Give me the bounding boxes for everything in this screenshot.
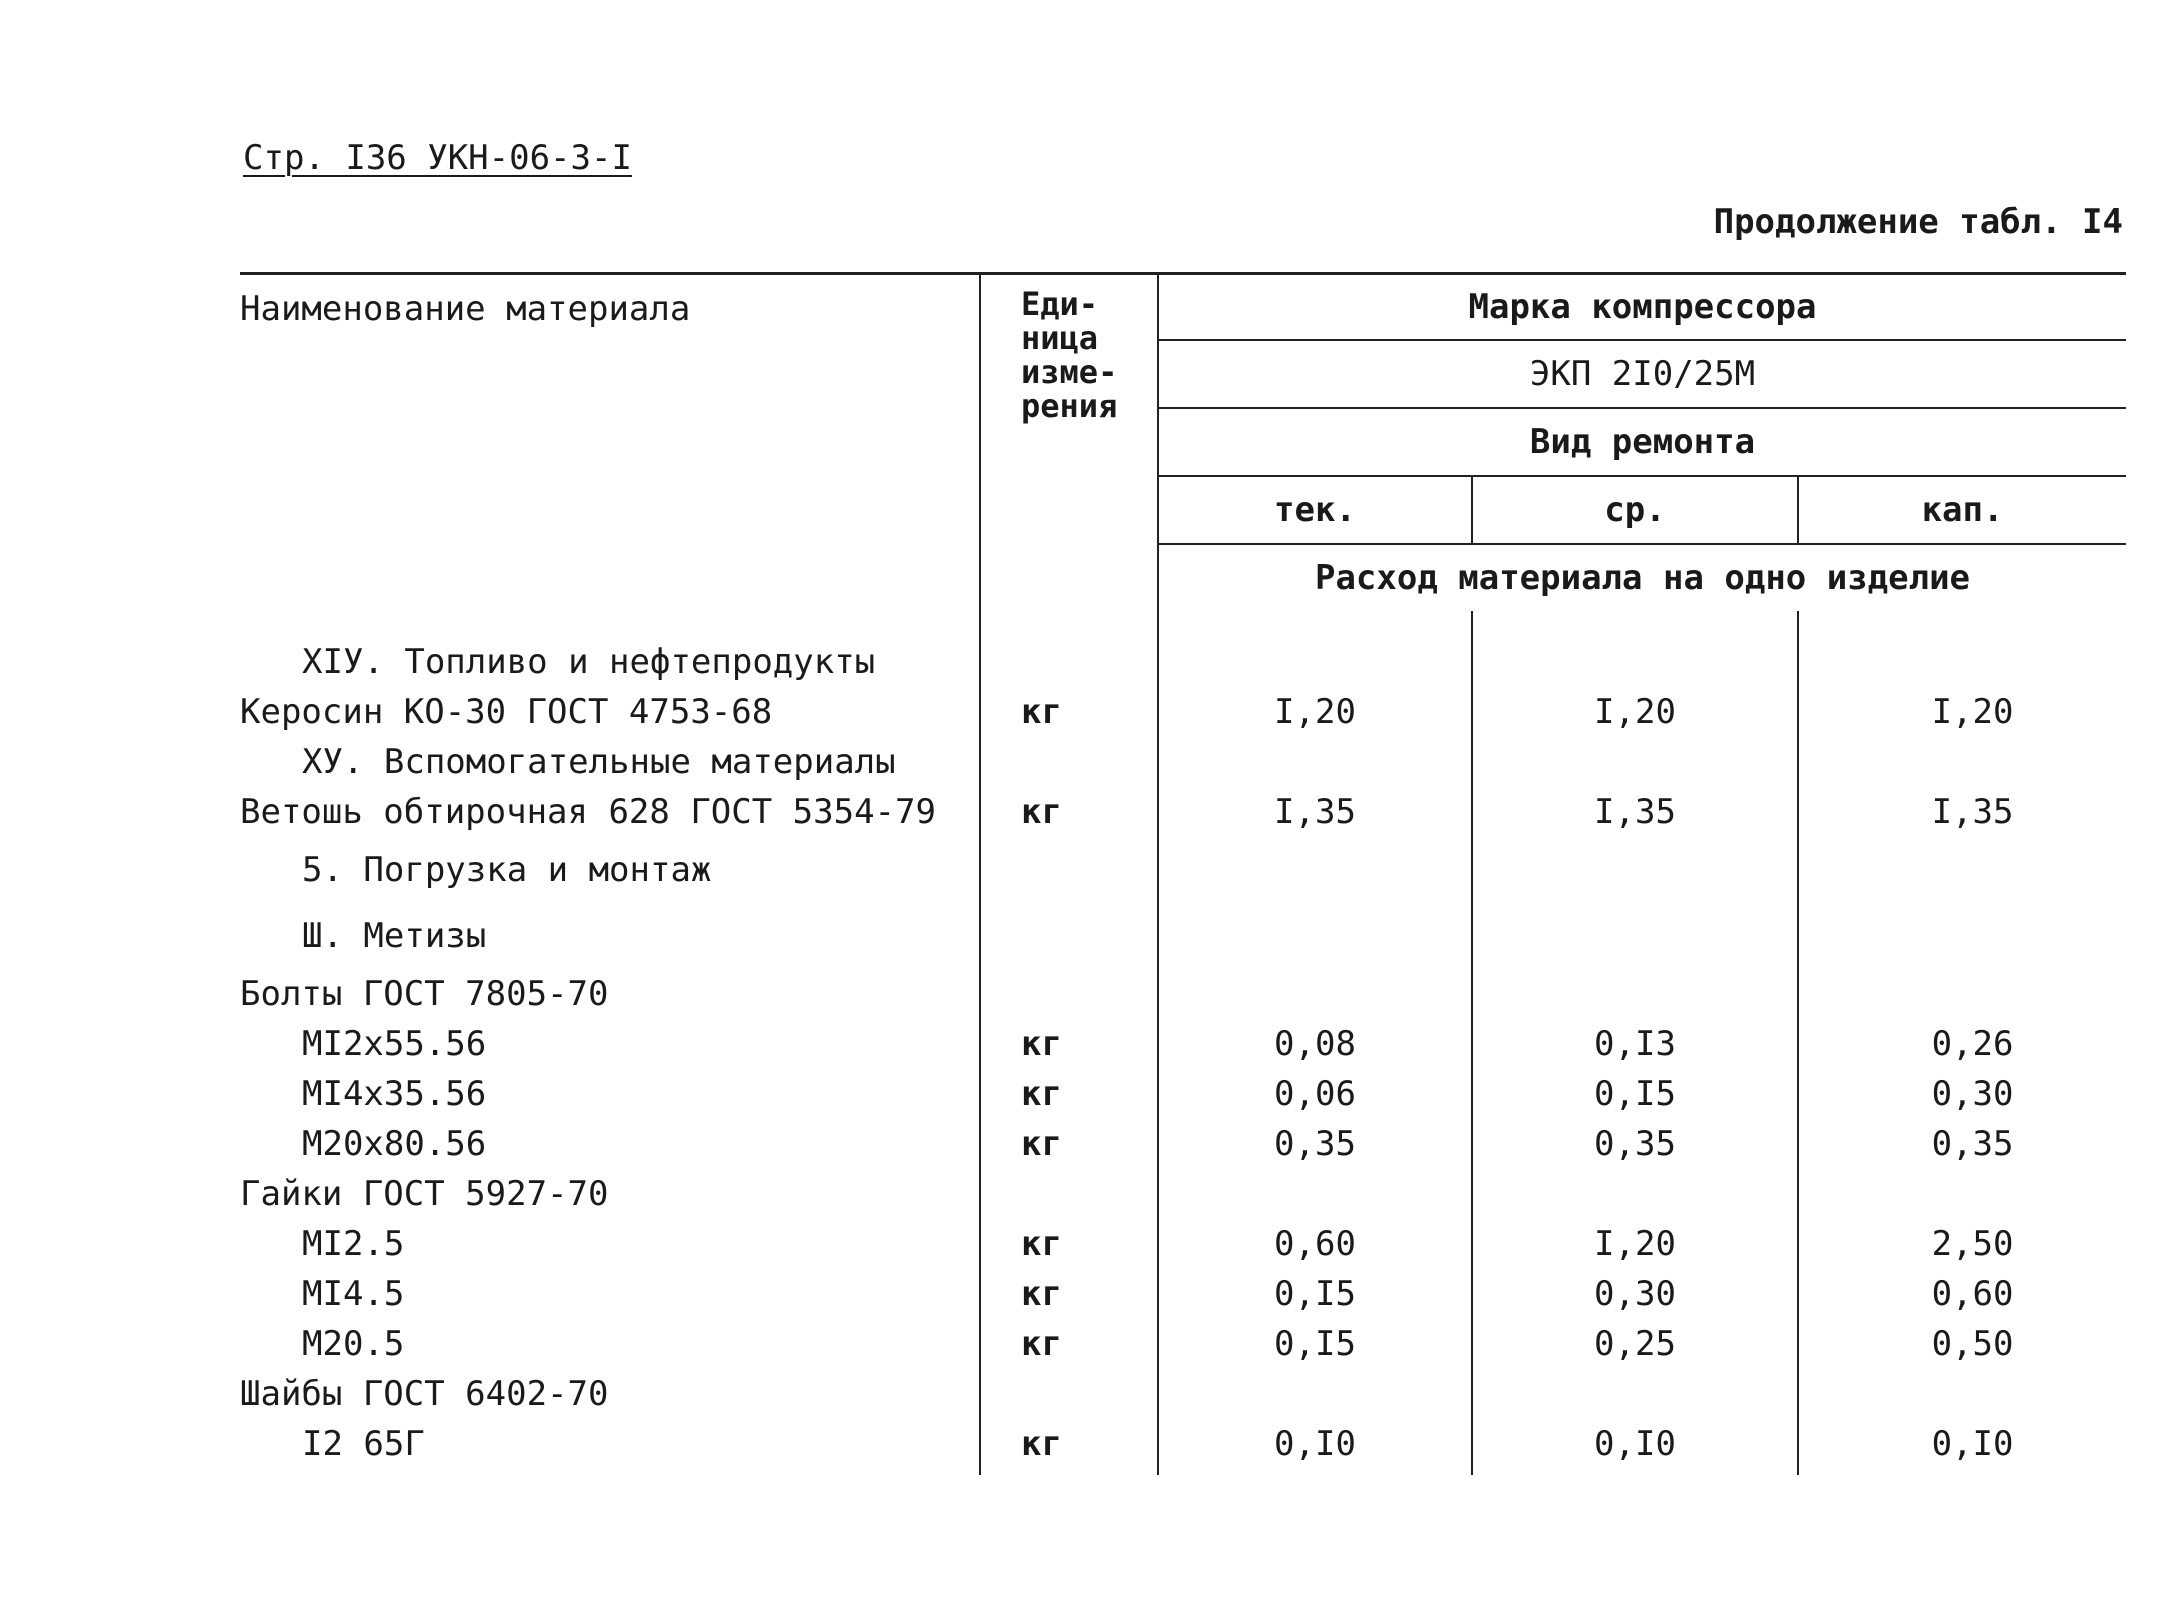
- table-row: [240, 1019, 2126, 1069]
- compressor-brand-header: Марка компрессора: [1158, 274, 2126, 341]
- unit-cell: кг: [980, 1069, 1158, 1119]
- unit-cell: кг: [980, 687, 1158, 737]
- material-name: М20.5: [302, 1324, 405, 1364]
- material-name: 5. Погрузка и монтаж: [302, 850, 712, 890]
- unit-header-text: Еди- ница изме- рения: [1021, 285, 1118, 425]
- table-row: [240, 1369, 2126, 1419]
- material-name: ХУ. Вспомогательные материалы: [302, 742, 896, 782]
- value-current: [1158, 611, 1472, 687]
- compressor-model-header: ЭКП 2I0/25М: [1158, 340, 2126, 408]
- value-current: 0,08: [1274, 1024, 1356, 1064]
- material-name: Керосин КО-30 ГОСТ 4753-68: [240, 692, 773, 732]
- material-name: МI4.5: [302, 1274, 405, 1314]
- table-row: [240, 1319, 2126, 1369]
- material-name: XIУ. Топливо и нефтепродукты: [302, 642, 876, 682]
- material-name: Ветошь обтирочная 628 ГОСТ 5354-79: [240, 792, 936, 832]
- table-continuation-caption: Продолжение табл. I4: [1713, 202, 2123, 242]
- value-capital: 0,50: [1798, 1319, 2126, 1369]
- unit-cell: кг: [980, 787, 1158, 837]
- material-name: МI2х55.56: [302, 1024, 487, 1064]
- value-current: 0,60: [1274, 1224, 1356, 1264]
- value-current: 0,I5: [1274, 1274, 1356, 1314]
- unit-cell: кг: [980, 1219, 1158, 1269]
- table-row: [240, 1269, 2126, 1319]
- consumption-header: Расход материала на одно изделие: [1314, 558, 1971, 598]
- value-medium: I,20: [1472, 1219, 1798, 1269]
- unit-cell: кг: [980, 1019, 1158, 1069]
- value-capital: 0,I0: [1798, 1419, 2126, 1475]
- value-current: [1158, 837, 1472, 903]
- value-medium: 0,35: [1472, 1119, 1798, 1169]
- value-capital: I,20: [1798, 687, 2126, 737]
- value-current: 0,I0: [1274, 1424, 1356, 1464]
- value-medium: 0,I3: [1472, 1019, 1798, 1069]
- unit-cell: [980, 611, 1158, 687]
- value-capital: [1798, 837, 2126, 903]
- repair-type-capital: кап.: [1798, 476, 2126, 544]
- unit-cell: [980, 737, 1158, 787]
- material-name: МI2.5: [302, 1224, 405, 1264]
- value-current: 0,06: [1274, 1074, 1356, 1114]
- value-medium: [1472, 737, 1798, 787]
- value-capital: I,35: [1798, 787, 2126, 837]
- table-row: [240, 737, 2126, 787]
- value-current: [1158, 737, 1472, 787]
- value-medium: 0,30: [1472, 1269, 1798, 1319]
- value-current: [1158, 1169, 1472, 1219]
- table-body: [240, 611, 2126, 1475]
- value-capital: [1798, 737, 2126, 787]
- material-name: М20х80.56: [302, 1124, 487, 1164]
- value-capital: 0,35: [1798, 1119, 2126, 1169]
- value-medium: [1472, 837, 1798, 903]
- material-name: Гайки ГОСТ 5927-70: [240, 1174, 609, 1214]
- value-current: [1158, 1369, 1472, 1419]
- unit-cell: кг: [980, 1269, 1158, 1319]
- unit-cell: [980, 903, 1158, 969]
- material-name: I2 65Г: [302, 1424, 425, 1464]
- value-medium: 0,I0: [1472, 1419, 1798, 1475]
- value-medium: I,35: [1472, 787, 1798, 837]
- table-row: [240, 1169, 2126, 1219]
- material-name: Ш. Метизы: [302, 916, 487, 956]
- table-row: [240, 611, 2126, 687]
- table-row: [240, 687, 2126, 737]
- value-current: I,20: [1274, 692, 1356, 732]
- table-row: [240, 787, 2126, 837]
- unit-header: [980, 274, 1158, 612]
- value-current: 0,35: [1274, 1124, 1356, 1164]
- value-current: [1158, 969, 1472, 1019]
- table-row: [240, 903, 2126, 969]
- repair-type-medium: ср.: [1472, 476, 1798, 544]
- value-current: [1158, 903, 1472, 969]
- value-capital: 2,50: [1798, 1219, 2126, 1269]
- table-header: [240, 274, 2126, 612]
- value-capital: [1798, 611, 2126, 687]
- unit-cell: [980, 1369, 1158, 1419]
- unit-cell: кг: [980, 1319, 1158, 1369]
- unit-cell: кг: [980, 1419, 1158, 1475]
- value-capital: 0,30: [1798, 1069, 2126, 1119]
- material-name: Болты ГОСТ 7805-70: [240, 974, 609, 1014]
- value-medium: [1472, 611, 1798, 687]
- value-capital: [1798, 969, 2126, 1019]
- value-current: 0,I5: [1274, 1324, 1356, 1364]
- unit-cell: [980, 969, 1158, 1019]
- table-row: [240, 837, 2126, 903]
- material-name-header: Наименование материала: [240, 274, 980, 612]
- value-current: I,35: [1274, 792, 1356, 832]
- value-medium: [1472, 903, 1798, 969]
- repair-type-current: тек.: [1158, 476, 1472, 544]
- value-capital: [1798, 1369, 2126, 1419]
- material-name: Шайбы ГОСТ 6402-70: [240, 1374, 609, 1414]
- value-medium: 0,I5: [1472, 1069, 1798, 1119]
- value-capital: 0,26: [1798, 1019, 2126, 1069]
- table-row: [240, 1119, 2126, 1169]
- value-capital: [1798, 1169, 2126, 1219]
- value-medium: 0,25: [1472, 1319, 1798, 1369]
- value-medium: [1472, 969, 1798, 1019]
- table-row: [240, 1069, 2126, 1119]
- unit-cell: кг: [980, 1119, 1158, 1169]
- value-medium: [1472, 1369, 1798, 1419]
- page-reference: Стр. I36 УКН-06-3-I: [243, 138, 632, 178]
- unit-cell: [980, 837, 1158, 903]
- value-medium: I,20: [1472, 687, 1798, 737]
- unit-cell: [980, 1169, 1158, 1219]
- table-row: [240, 969, 2126, 1019]
- repair-type-header: Вид ремонта: [1158, 408, 2126, 476]
- material-name: МI4х35.56: [302, 1074, 487, 1114]
- table-row: [240, 1419, 2126, 1475]
- materials-table: [240, 272, 2126, 1475]
- table-row: [240, 1219, 2126, 1269]
- value-capital: 0,60: [1798, 1269, 2126, 1319]
- value-medium: [1472, 1169, 1798, 1219]
- value-capital: [1798, 903, 2126, 969]
